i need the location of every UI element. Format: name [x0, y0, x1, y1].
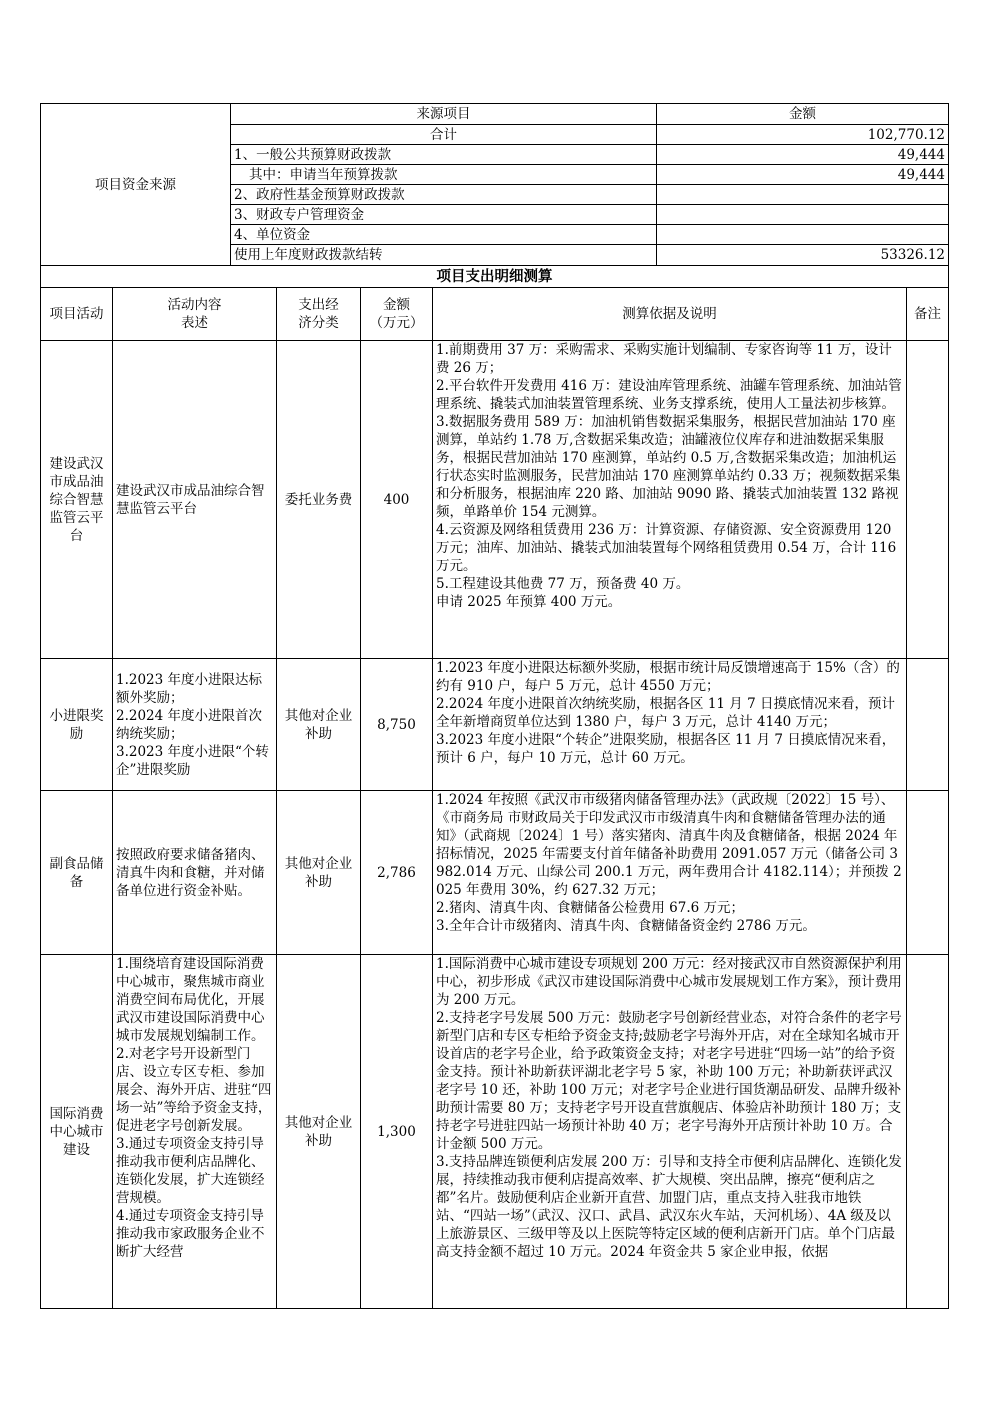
activity-cell: 小进限奖励	[41, 659, 113, 791]
funding-row-label: 使用上年度财政拨款结转	[231, 245, 657, 266]
document-page	[40, 103, 948, 1309]
activity-cell: 国际消费中心城市建设	[41, 955, 113, 1309]
funding-row-amount	[657, 185, 949, 205]
funding-row-label: 合计	[231, 125, 657, 145]
content-cell: 1.2023 年度小进限达标额外奖励； 2.2024 年度小进限首次纳统奖励； 3.2023 年度小进限“个转企”进限奖励	[113, 659, 277, 791]
funding-row-amount: 49,444	[657, 145, 949, 165]
column-header: 支出经 济分类	[277, 288, 361, 341]
funding-row-label: 2、政府性基金预算财政拨款	[231, 185, 657, 205]
funding-row-amount: 102,770.12	[657, 125, 949, 145]
amount-cell: 1,300	[361, 955, 433, 1309]
category-cell: 其他对企业补助	[277, 659, 361, 791]
basis-cell: 1.国际消费中心城市建设专项规划 200 万元：经对接武汉市自然资源保护利用中心，初步形成《武汉市建设国际消费中心城市发展规划工作方案》，预计费用为 200 万元。 2.支持老字号发展 500 万元：鼓励老字号创新经营业态，对符合条件的老字号新型门店和专区专柜给予资金支持;鼓励老字号海外开店，对在全球知名城市开设首店的老字号企业，给予政策资金支持；对老字号进驻“四场一站”的给予资金支持。预计补助新获评湖北老字号 5 家，补助 100 万元；补助新获评武汉老字号 10 还，补助 100 万元；对老字号企业进行国货潮品研发、品牌升级补助预计需要 80 万；支持老字号开设直营旗舰店、体验店补助预计 180 万；支持老字号进驻四站一场预计补助 40 万；老字号海外开店预计补助 10 万。合计金额 500 万元。 3.支持品牌连锁便利店发展 200 万：引导和支持全市便利店品牌化、连锁化发展，持续推动我市便利店提高效率、扩大规模、突出品牌，擦亮“便利店之都”名片。鼓励便利店企业新开直营、加盟门店，重点支持入驻我市地铁站、“四站一场”（武汉、汉口、武昌、武汉东火车站，天河机场）、4A 级及以上旅游景区、三级甲等及以上医院等特定区域的便利店新开门店。单个门店最高支持金额不超过 10 万元。2024 年资金共 5 家企业申报，依据	[433, 955, 907, 1309]
funding-header-amount: 金额	[657, 104, 949, 125]
table-row	[41, 791, 949, 955]
basis-cell: 1.2023 年度小进限达标额外奖励，根据市统计局反馈增速高于 15%（含）的约有 910 户，每户 5 万元，总计 4550 万元； 2.2024 年度小进限首次纳统奖励，根据各区 11 月 7 日摸底情况来看，预计全年新增商贸单位达到 1380 户，每户 3 万元，总计 4140 万元； 3.2023 年度小进限“个转企”进限奖励，根据各区 11 月 7 日摸底情况来看，预计 6 户，每户 10 万元，总计 60 万元。	[433, 659, 907, 791]
funding-row-amount: 53326.12	[657, 245, 949, 266]
table-row	[41, 341, 949, 659]
category-cell: 其他对企业补助	[277, 791, 361, 955]
column-header: 活动内容 表述	[113, 288, 277, 341]
funding-row-label: 其中：申请当年预算拨款	[231, 165, 657, 185]
funding-row-label: 4、单位资金	[231, 225, 657, 245]
funding-row-label: 1、一般公共预算财政拨款	[231, 145, 657, 165]
funding-row-amount	[657, 205, 949, 225]
funding-row-label: 3、财政专户管理资金	[231, 205, 657, 225]
basis-cell: 1.前期费用 37 万：采购需求、采购实施计划编制、专家咨询等 11 万，设计费 26 万； 2.平台软件开发费用 416 万：建设油库管理系统、油罐车管理系统、加油站管理系统、撬装式加油装置管理系统、业务支撑系统，使用人工量法初步核算。 3.数据服务费用 589 万：加油机销售数据采集服务，根据民营加油站 170 座测算，单站约 1.78 万,含数据采集改造；油罐液位仪库存和进油数据采集服务，根据民营加油站 170 座测算，单站约 0.5 万,含数据采集改造；加油机运行状态实时监测服务，民营加油站 170 座测算单站约 0.33 万；视频数据采集和分析服务，根据油库 220 路、加油站 9090 路、撬装式加油装置 132 路视频，单路单价 154 元测算。 4.云资源及网络租赁费用 236 万：计算资源、存储资源、安全资源费用 120 万元；油库、加油站、撬装式加油装置每个网络租赁费用 0.54 万，合计 116 万元。 5.工程建设其他费 77 万，预备费 40 万。 申请 2025 年预算 400 万元。	[433, 341, 907, 659]
activity-cell: 副食品储备	[41, 791, 113, 955]
table-row	[41, 955, 949, 1309]
amount-cell: 8,750	[361, 659, 433, 791]
column-header: 备注	[907, 288, 949, 341]
note-cell	[907, 659, 949, 791]
detail-table	[40, 265, 949, 1309]
funding-table	[40, 103, 949, 266]
note-cell	[907, 955, 949, 1309]
note-cell	[907, 791, 949, 955]
table-row	[41, 659, 949, 791]
funding-row-amount: 49,444	[657, 165, 949, 185]
funding-row-amount	[657, 225, 949, 245]
column-header: 项目活动	[41, 288, 113, 341]
note-cell	[907, 341, 949, 659]
amount-cell: 2,786	[361, 791, 433, 955]
column-header: 金额 （万元）	[361, 288, 433, 341]
category-cell: 委托业务费	[277, 341, 361, 659]
content-cell: 建设武汉市成品油综合智慧监管云平台	[113, 341, 277, 659]
funding-header-item: 来源项目	[231, 104, 657, 125]
content-cell: 1.围绕培育建设国际消费中心城市，聚焦城市商业消费空间布局优化，开展武汉市建设国际消费中心城市发展规划编制工作。 2.对老字号开设新型门店、设立专区专柜、参加展会、海外开店、进驻“四场一站”等给予资金支持，促进老字号创新发展。 3.通过专项资金支持引导推动我市便利店品牌化、连锁化发展，扩大连锁经营规模。 4.通过专项资金支持引导推动我市家政服务企业不断扩大经营	[113, 955, 277, 1309]
amount-cell: 400	[361, 341, 433, 659]
funding-side-label: 项目资金来源	[41, 104, 231, 266]
basis-cell: 1.2024 年按照《武汉市市级猪肉储备管理办法》（武政规〔2022〕15 号）、《市商务局 市财政局关于印发武汉市市级清真牛肉和食糖储备管理办法的通知》（武商规〔2024〕1 号）落实猪肉、清真牛肉及食糖储备，根据 2024 年招标情况，2025 年需要支付首年储备补助费用 2091.057 万元（储备公司 3982.014 万元、山绿公司 200.1 万元，两年费用合计 4182.114）；并预拨 2025 年费用 30%，约 627.32 万元； 2.猪肉、清真牛肉、食糖储备公检费用 67.6 万元； 3.全年合计市级猪肉、清真牛肉、食糖储备资金约 2786 万元。	[433, 791, 907, 955]
content-cell: 按照政府要求储备猪肉、清真牛肉和食糖，并对储备单位进行资金补贴。	[113, 791, 277, 955]
section-title: 项目支出明细测算	[41, 266, 949, 288]
activity-cell: 建设武汉市成品油综合智慧监管云平台	[41, 341, 113, 659]
column-header: 测算依据及说明	[433, 288, 907, 341]
category-cell: 其他对企业补助	[277, 955, 361, 1309]
